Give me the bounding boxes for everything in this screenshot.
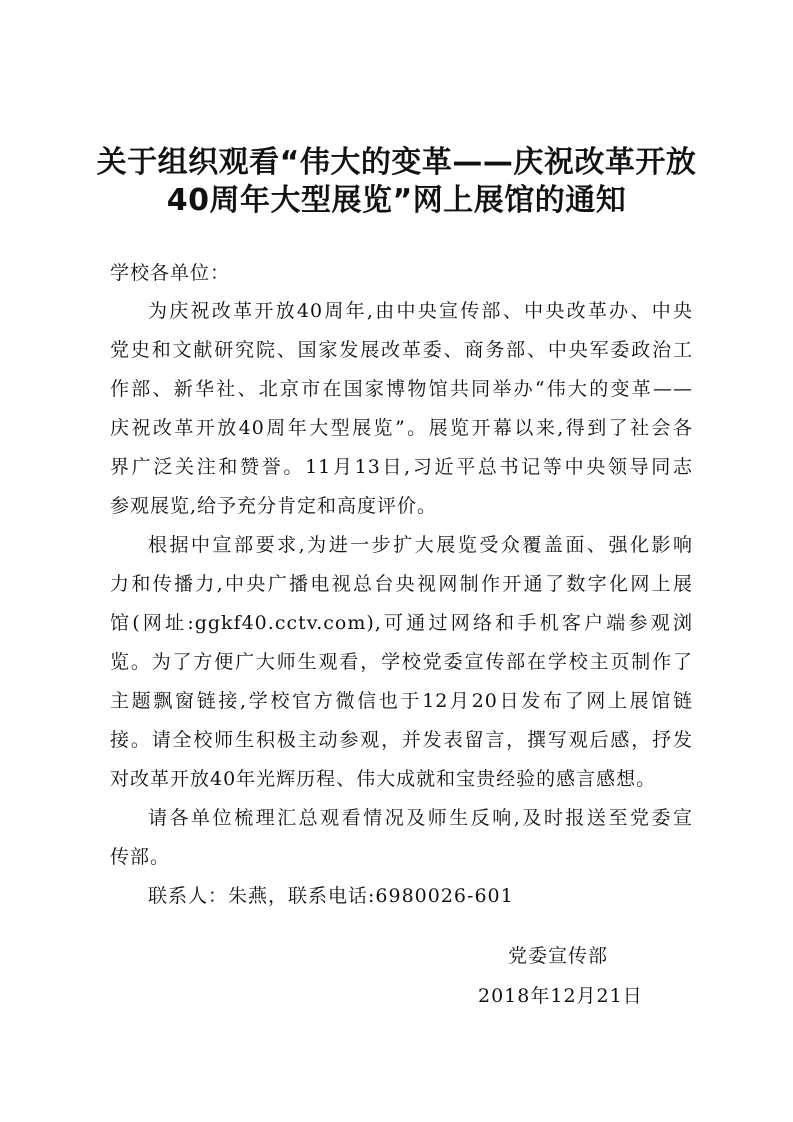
paragraph-2-line: 馆(网址:ggkf40.cctv.com),可通过网络和手机客户端参观浏 <box>110 612 693 634</box>
paragraph-2-line: 对改革开放40年光辉历程、伟大成就和宝贵经验的感言感想。 <box>110 768 657 790</box>
paragraph-3-line: 请各单位梳理汇总观看情况及师生反响,及时报送至党委宣 <box>148 807 693 829</box>
paragraph-1-line: 党史和文献研究院、国家发展改革委、商务部、中央军委政治工 <box>110 339 693 361</box>
paragraph-2-line: 根据中宣部要求,为进一步扩大展览受众覆盖面、强化影响 <box>148 534 693 556</box>
document-title-line-2: 40周年大型展览”网上展馆的通知 <box>166 183 627 218</box>
paragraph-1-line: 界广泛关注和赞誉。11月13日,习近平总书记等中央领导同志 <box>110 456 693 478</box>
paragraph-1-line: 庆祝改革开放40周年大型展览”。展览开幕以来,得到了社会各 <box>110 417 693 439</box>
signature-department: 党委宣传部 <box>508 945 609 967</box>
salutation: 学校各单位： <box>110 262 231 284</box>
paragraph-3-line: 传部。 <box>110 846 171 868</box>
paragraph-2-line: 力和传播力,中央广播电视总台央视网制作开通了数字化网上展 <box>110 573 693 595</box>
paragraph-2-line: 主题飘窗链接,学校官方微信也于12月20日发布了网上展馆链 <box>110 690 693 712</box>
document-title-line-1: 关于组织观看“伟大的变革——庆祝改革开放 <box>96 145 697 180</box>
paragraph-2-line: 接。请全校师生积极主动参观，并发表留言，撰写观后感，抒发 <box>110 729 693 751</box>
signature-date: 2018年12月21日 <box>478 985 643 1007</box>
paragraph-1-line: 参观展览,给予充分肯定和高度评价。 <box>110 495 438 517</box>
paragraph-2-line: 览。为了方便广大师生观看，学校党委宣传部在学校主页制作了 <box>110 651 693 673</box>
paragraph-1-line: 为庆祝改革开放40周年,由中央宣传部、中央改革办、中央 <box>148 300 693 322</box>
contact-info: 联系人：朱燕，联系电话:6980026-601 <box>148 885 514 907</box>
paragraph-1-line: 作部、新华社、北京市在国家博物馆共同举办“伟大的变革—— <box>110 378 693 400</box>
